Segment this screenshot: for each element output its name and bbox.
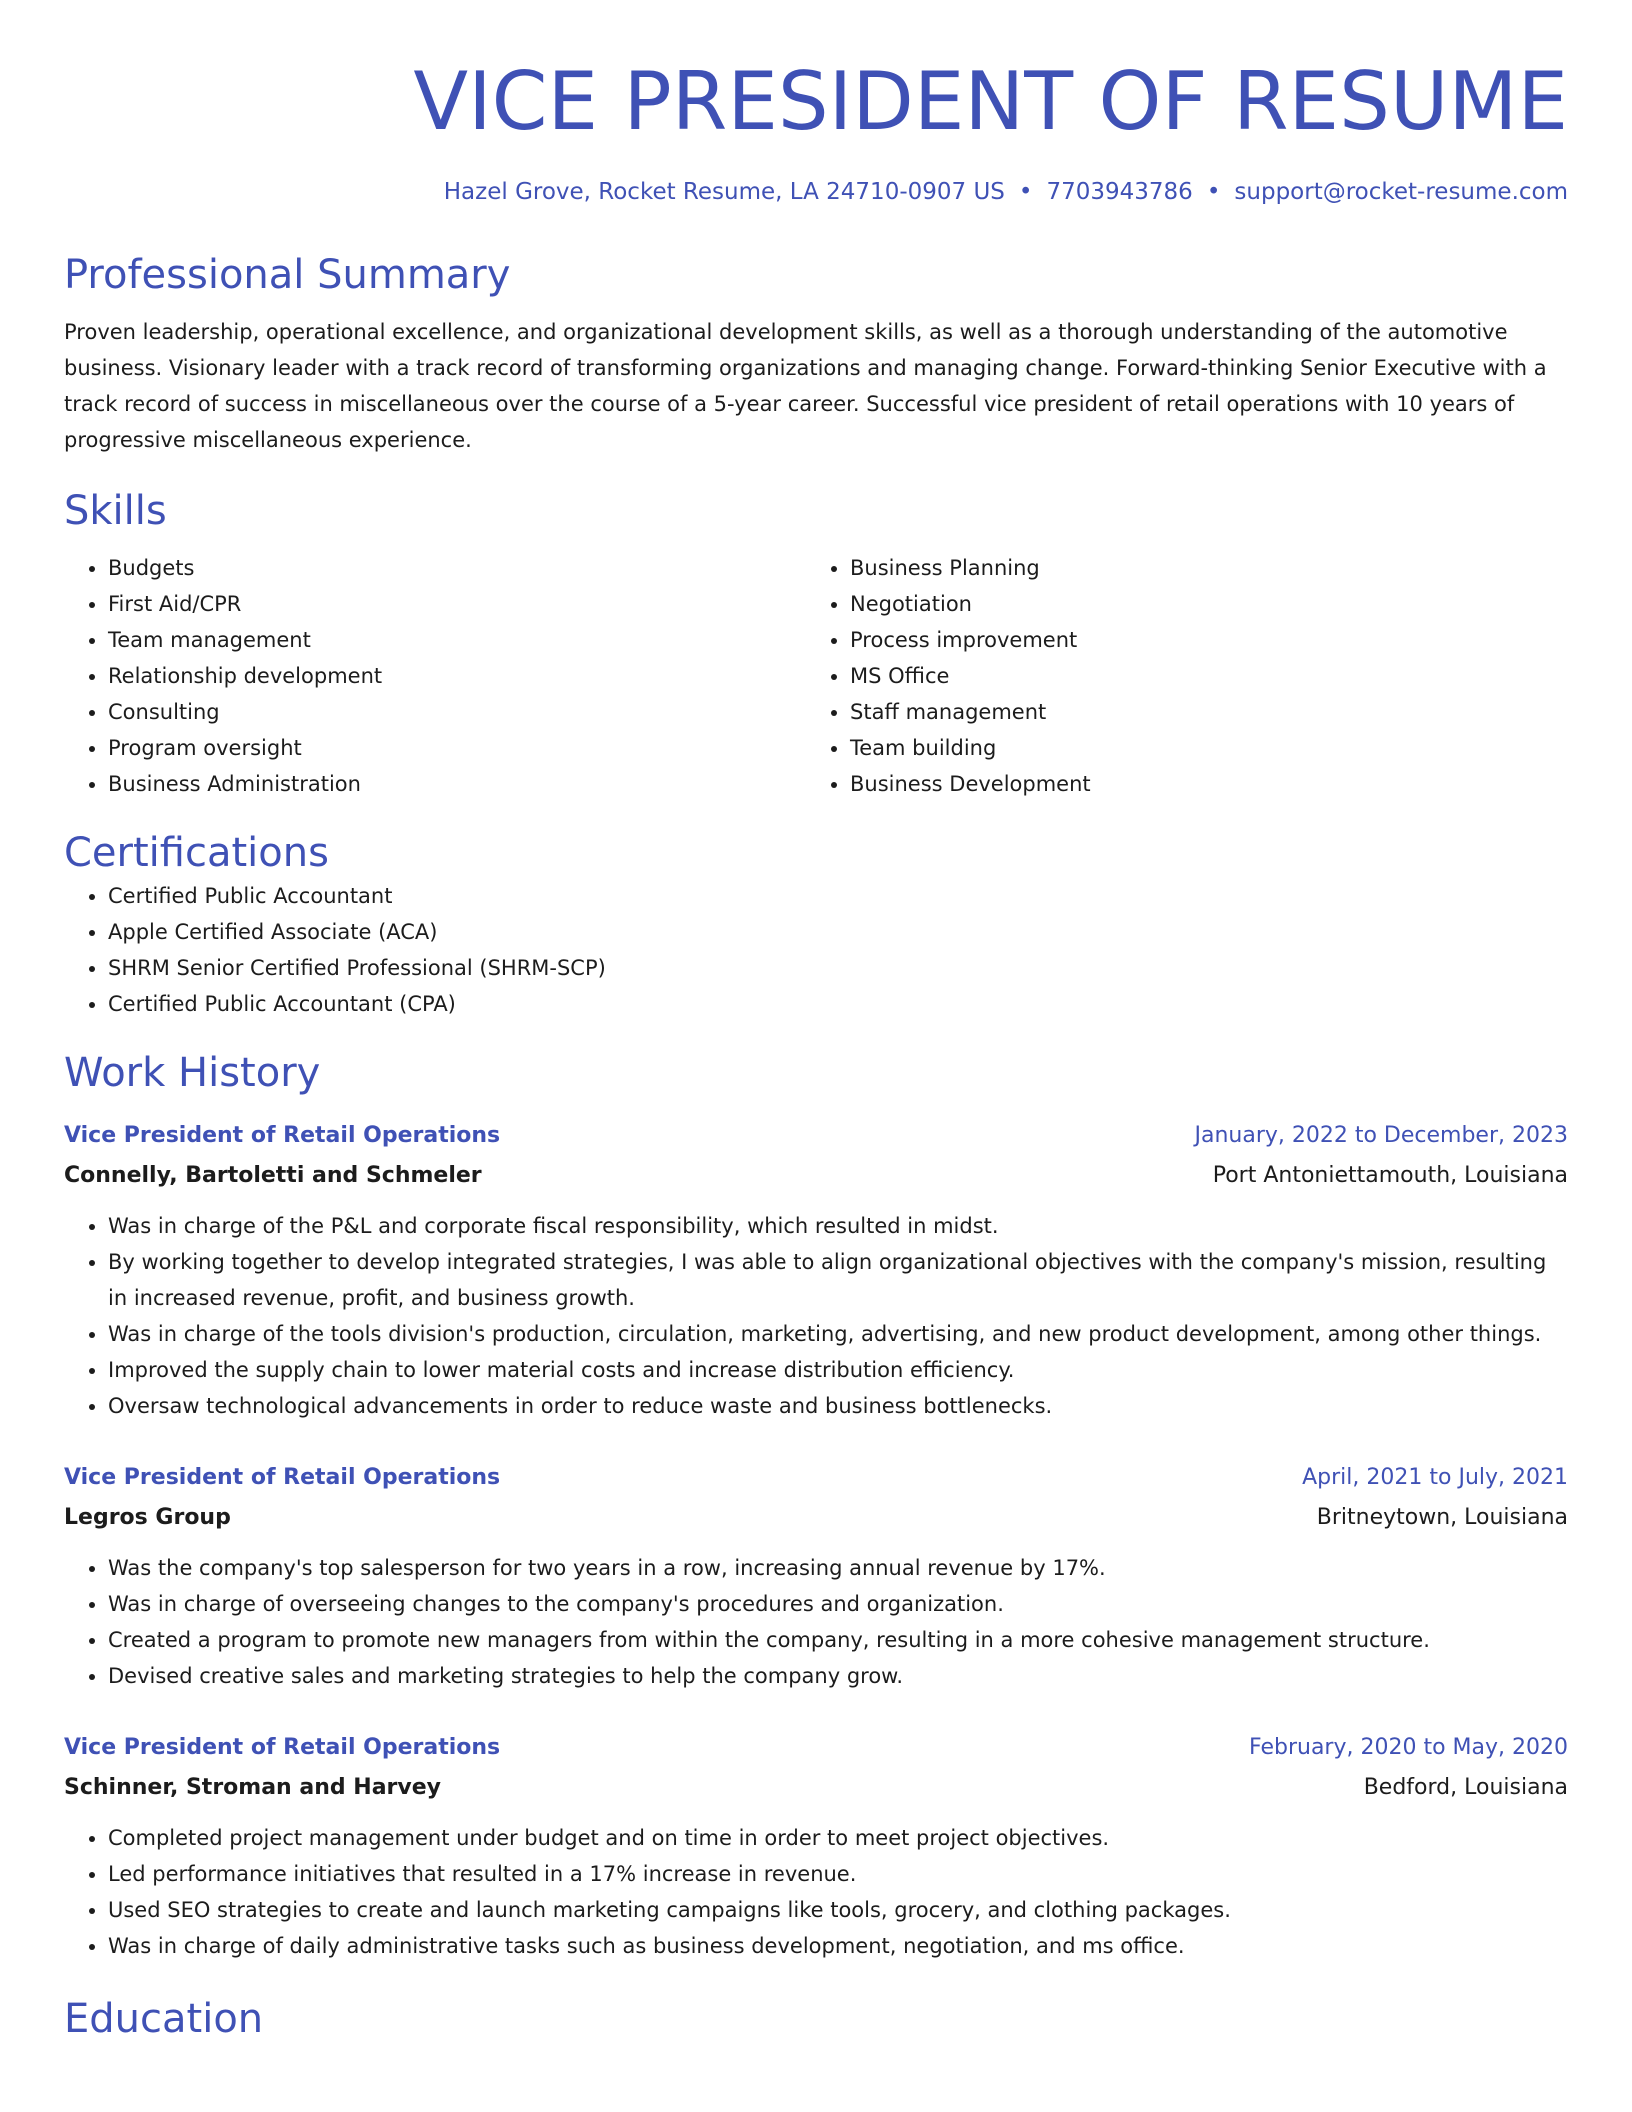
job-dates: April, 2021 to July, 2021 [1302, 1465, 1568, 1490]
skills-grid [64, 550, 1568, 802]
job-title-row [64, 1116, 1568, 1156]
skill-item: • Team management [108, 622, 806, 658]
contact-separator: • [1206, 179, 1221, 205]
job-title: Vice President of Retail Operations [64, 1465, 501, 1490]
job-bullet: • Was the company's top salesperson for two years in a row, increasing annual revenue by 17%. [108, 1550, 1568, 1586]
job-bullet: • By working together to develop integrated strategies, I was able to align organizational objectives with the company's mission, resulting in increased revenue, profit, and business growth. [108, 1244, 1568, 1316]
skills-column-left [64, 550, 806, 802]
skills-column-right [806, 550, 1548, 802]
skill-item: • Negotiation [850, 586, 1548, 622]
work-history-list [64, 1116, 1568, 1964]
skill-item: • Staff management [850, 694, 1548, 730]
skill-item: • Process improvement [850, 622, 1548, 658]
job-bullet: • Was in charge of the tools division's production, circulation, marketing, advertising, and new product development, among other things. [108, 1316, 1568, 1352]
job-bullet: • Completed project management under budget and on time in order to meet project objectives. [108, 1820, 1568, 1856]
job-bullet: • Devised creative sales and marketing strategies to help the company grow. [108, 1658, 1568, 1694]
summary-text: Proven leadership, operational excellence, and organizational development skills, as well as a thorough understanding of the automotive business. Visionary leader with a track record of transforming organizations and managing change. Forward-thinking Senior Executive with a track record of success in miscellaneous over the course of a 5-year career. Successful vice president of retail operations with 10 years of progressive miscellaneous experience. [64, 320, 1547, 452]
resume-name: VICE PRESIDENT OF RESUME [413, 55, 1568, 148]
skill-item: • Business Development [850, 766, 1548, 802]
job-title: Vice President of Retail Operations [64, 1123, 501, 1148]
contact-separator: • [1018, 179, 1033, 205]
section-title-summary: Professional Summary [64, 252, 511, 298]
job-title-row [64, 1458, 1568, 1498]
resume-page [64, 0, 1568, 2044]
skill-item: • MS Office [850, 658, 1548, 694]
skill-item: • Budgets [108, 550, 806, 586]
job-bullets [64, 1550, 1568, 1694]
certification-item: • Certified Public Accountant [108, 878, 1568, 914]
skill-item: • Consulting [108, 694, 806, 730]
job-company: Connelly, Bartoletti and Schmeler [64, 1163, 482, 1188]
section-title-education: Education [64, 1996, 264, 2042]
section-title-skills: Skills [64, 488, 167, 534]
job-location: Bedford, Louisiana [1363, 1775, 1568, 1800]
job-dates: February, 2020 to May, 2020 [1249, 1735, 1568, 1760]
job-location: Britneytown, Louisiana [1316, 1505, 1568, 1530]
job-dates: January, 2022 to December, 2023 [1194, 1123, 1568, 1148]
job-bullet: • Was in charge of the P&L and corporate fiscal responsibility, which resulted in midst. [108, 1208, 1568, 1244]
certification-item: • SHRM Senior Certified Professional (SHRM-SCP) [108, 950, 1568, 986]
job-title-row [64, 1728, 1568, 1768]
skill-item: • First Aid/CPR [108, 586, 806, 622]
skill-item: • Program oversight [108, 730, 806, 766]
job-entry [64, 1116, 1568, 1424]
job-bullet: • Led performance initiatives that resulted in a 17% increase in revenue. [108, 1856, 1568, 1892]
job-title: Vice President of Retail Operations [64, 1735, 501, 1760]
job-entry [64, 1728, 1568, 1964]
job-location: Port Antoniettamouth, Louisiana [1212, 1163, 1568, 1188]
contact-email[interactable]: support@rocket-resume.com [1234, 179, 1568, 205]
skill-item: • Business Planning [850, 550, 1548, 586]
resume-header [64, 0, 1568, 208]
section-title-work-history: Work History [64, 1050, 321, 1096]
section-title-certifications: Certifications [64, 830, 329, 876]
job-bullet: • Oversaw technological advancements in order to reduce waste and business bottlenecks. [108, 1388, 1568, 1424]
contact-phone: 7703943786 [1046, 179, 1193, 205]
skill-item: • Business Administration [108, 766, 806, 802]
job-company-row [64, 1768, 1568, 1808]
job-company-row [64, 1498, 1568, 1538]
job-bullet: • Was in charge of daily administrative tasks such as business development, negotiation, and ms office. [108, 1928, 1568, 1964]
job-bullet: • Created a program to promote new managers from within the company, resulting in a more cohesive management structure. [108, 1622, 1568, 1658]
skill-item: • Relationship development [108, 658, 806, 694]
contact-address: Hazel Grove, Rocket Resume, LA 24710-0907 US [443, 179, 1005, 205]
certification-item: • Apple Certified Associate (ACA) [108, 914, 1568, 950]
job-entry [64, 1458, 1568, 1694]
job-bullet: • Was in charge of overseeing changes to the company's procedures and organization. [108, 1586, 1568, 1622]
job-bullets [64, 1820, 1568, 1964]
job-company: Schinner, Stroman and Harvey [64, 1775, 442, 1800]
skill-item: • Team building [850, 730, 1548, 766]
job-bullet: • Used SEO strategies to create and launch marketing campaigns like tools, grocery, and clothing packages. [108, 1892, 1568, 1928]
job-bullets [64, 1208, 1568, 1424]
certification-item: • Certified Public Accountant (CPA) [108, 986, 1568, 1022]
certifications-list [64, 878, 1568, 1022]
job-bullet: • Improved the supply chain to lower material costs and increase distribution efficiency. [108, 1352, 1568, 1388]
job-company-row [64, 1156, 1568, 1196]
contact-line [64, 176, 1568, 208]
job-company: Legros Group [64, 1505, 231, 1530]
